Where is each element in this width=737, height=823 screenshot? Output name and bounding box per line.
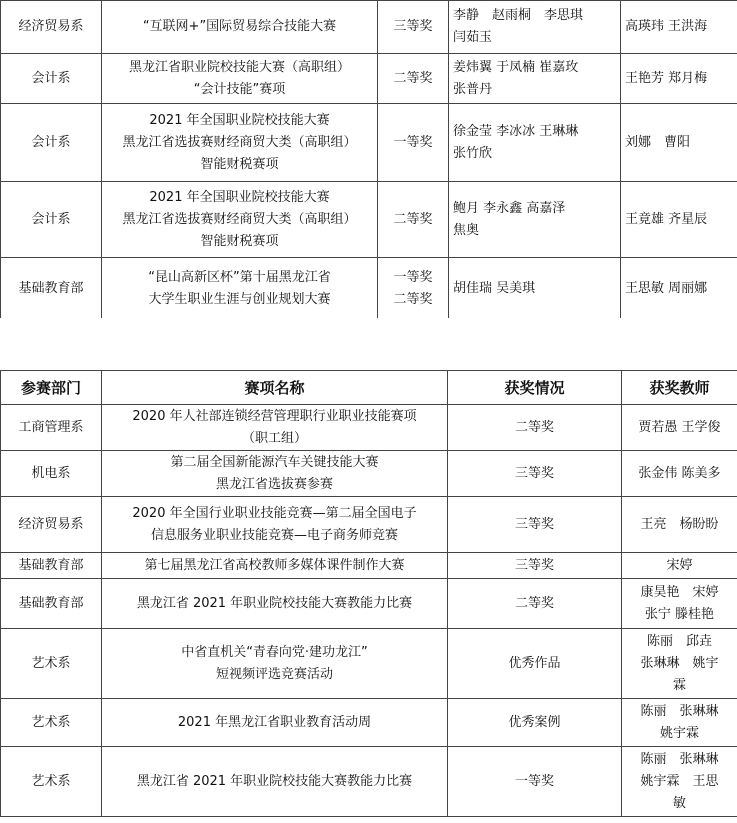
students-cell-line: 鲍月 李永鑫 高嘉泽 xyxy=(453,200,566,216)
teachers-cell-line: 王竟雄 齐星辰 xyxy=(625,211,708,227)
table-row xyxy=(1,104,737,182)
students-cell-line: 焦奥 xyxy=(453,222,480,238)
event-cell xyxy=(102,1,378,54)
header-teachers: 获奖教师 xyxy=(622,371,737,405)
event-cell-line: 黑龙江省 2021 年职业院校技能大赛教能力比赛 xyxy=(136,773,413,789)
event-cell xyxy=(102,579,448,629)
table-row xyxy=(1,747,737,817)
event-cell xyxy=(102,451,448,497)
table-row xyxy=(1,182,737,258)
event-cell-line: 2021 年黑龙江省职业教育活动周 xyxy=(177,714,372,730)
award-cell-line: 二等奖 xyxy=(393,211,433,227)
awards-table-top xyxy=(0,0,737,320)
header-award: 获奖情况 xyxy=(448,371,622,405)
event-cell-line: 大学生职业生涯与创业规划大赛 xyxy=(148,291,331,307)
teachers-cell-line: 陈丽 张琳琳 xyxy=(640,751,719,767)
teachers-cell xyxy=(621,182,737,258)
teachers-cell xyxy=(621,54,737,104)
award-cell xyxy=(378,182,449,258)
award-cell-line: 二等奖 xyxy=(393,70,433,86)
teachers-cell-line: 高瑛玮 王洪海 xyxy=(625,19,708,34)
award-cell xyxy=(378,1,449,54)
event-cell xyxy=(102,54,378,104)
teachers-cell xyxy=(622,553,737,579)
header-event: 赛项名称 xyxy=(102,371,448,405)
teachers-cell xyxy=(622,451,737,497)
event-cell-line: 信息服务业职业技能竞赛—电子商务师竞赛 xyxy=(150,527,398,543)
event-cell-line: 黑龙江省选拔赛财经商贸大类（高职组） xyxy=(122,134,357,150)
dept-cell: 经济贸易系 xyxy=(1,1,102,54)
header-dept: 参赛部门 xyxy=(1,371,102,405)
teachers-cell-line: 姚宇霖 王思 xyxy=(640,773,719,789)
event-cell-line: 第七届黑龙江省高校教师多媒体课件制作大赛 xyxy=(144,557,405,573)
award-cell xyxy=(378,104,449,182)
event-cell-line: 智能财税赛项 xyxy=(200,156,279,172)
event-cell xyxy=(102,629,448,699)
students-cell xyxy=(449,182,621,258)
page-gap xyxy=(0,318,737,370)
table-row xyxy=(1,497,737,553)
event-cell-line: 2020 年人社部连锁经营管理职行业职业技能赛项 xyxy=(132,408,417,424)
students-cell-line: 闫茹玉 xyxy=(453,30,493,45)
table-row xyxy=(1,1,737,54)
event-cell-line: 智能财税赛项 xyxy=(200,233,279,249)
award-cell-line: 一等奖 xyxy=(393,134,433,150)
event-cell-line: 黑龙江省选拔赛财经商贸大类（高职组） xyxy=(122,211,357,227)
event-cell-line: “会计技能”赛项 xyxy=(193,81,286,97)
teachers-cell xyxy=(621,104,737,182)
students-cell-line: 张竹欣 xyxy=(453,145,493,161)
students-cell-line: 李静 赵雨桐 李思琪 xyxy=(453,8,584,23)
dept-cell: 机电系 xyxy=(1,451,102,497)
teachers-cell-line: 王亮 杨盼盼 xyxy=(640,516,719,532)
award-cell-line: 一等奖 xyxy=(393,269,433,285)
event-cell xyxy=(102,747,448,817)
event-cell-line: 黑龙江省 2021 年职业院校技能大赛教能力比赛 xyxy=(136,595,413,611)
dept-cell: 基础教育部 xyxy=(1,553,102,579)
dept-cell: 会计系 xyxy=(1,54,102,104)
event-cell-line: 2021 年全国职业院校技能大赛 xyxy=(149,189,330,205)
event-cell xyxy=(102,104,378,182)
dept-cell: 经济贸易系 xyxy=(1,497,102,553)
teachers-cell-line: 宋婷 xyxy=(666,557,693,573)
award-cell: 三等奖 xyxy=(448,451,622,497)
dept-cell: 艺术系 xyxy=(1,699,102,747)
table-row xyxy=(1,629,737,699)
teachers-cell-line: 霖 xyxy=(672,677,686,693)
award-cell xyxy=(378,54,449,104)
teachers-cell-line: 康昊艳 宋婷 xyxy=(640,584,719,600)
teachers-cell xyxy=(622,699,737,747)
teachers-cell xyxy=(622,579,737,629)
event-cell xyxy=(102,258,378,320)
event-cell-line: 中省直机关“青春向党·建功龙江” xyxy=(181,644,368,660)
teachers-cell-line: 刘娜 曹阳 xyxy=(625,134,691,150)
teachers-cell-line: 王思敏 周丽娜 xyxy=(625,280,708,296)
event-cell-line: 黑龙江省选拔赛参赛 xyxy=(215,476,333,492)
students-cell-line: 姜炜翼 于凤楠 崔嘉玫 xyxy=(453,59,579,75)
event-cell-line: “互联网+”国际贸易综合技能大赛 xyxy=(142,19,337,34)
teachers-cell xyxy=(621,258,737,320)
students-cell xyxy=(449,258,621,320)
students-cell xyxy=(449,104,621,182)
event-cell xyxy=(102,497,448,553)
event-cell-line: 第二届全国新能源汽车关键技能大赛 xyxy=(170,454,379,470)
award-cell: 一等奖 xyxy=(448,747,622,817)
table-row xyxy=(1,451,737,497)
award-cell xyxy=(378,258,449,320)
dept-cell: 会计系 xyxy=(1,104,102,182)
teachers-cell-line: 张金伟 陈美多 xyxy=(638,465,721,481)
teachers-cell xyxy=(622,629,737,699)
teachers-cell xyxy=(622,405,737,451)
students-cell xyxy=(449,54,621,104)
event-cell-line: 2021 年全国职业院校技能大赛 xyxy=(149,112,330,128)
event-cell xyxy=(102,405,448,451)
students-cell-line: 徐金莹 李冰冰 王琳琳 xyxy=(453,123,579,139)
event-cell-line: 短视频评选竞赛活动 xyxy=(215,666,333,682)
table-row xyxy=(1,258,737,320)
award-cell: 优秀案例 xyxy=(448,699,622,747)
teachers-cell xyxy=(622,747,737,817)
awards-table-bottom xyxy=(0,370,737,817)
table-row xyxy=(1,405,737,451)
teachers-cell-line: 王艳芳 郑月梅 xyxy=(625,70,708,86)
event-cell-line: “昆山高新区杯”第十届黑龙江省 xyxy=(148,269,331,285)
award-cell: 二等奖 xyxy=(448,405,622,451)
award-cell: 三等奖 xyxy=(448,497,622,553)
students-cell xyxy=(449,1,621,54)
table-row xyxy=(1,54,737,104)
table-row xyxy=(1,579,737,629)
dept-cell: 基础教育部 xyxy=(1,258,102,320)
event-cell-line: 黑龙江省职业院校技能大赛（高职组） xyxy=(128,59,350,75)
dept-cell: 艺术系 xyxy=(1,629,102,699)
teachers-cell-line: 姚宇霖 xyxy=(659,725,699,741)
award-cell: 三等奖 xyxy=(448,553,622,579)
award-cell-line: 三等奖 xyxy=(393,19,433,34)
event-cell xyxy=(102,553,448,579)
event-cell xyxy=(102,182,378,258)
table-row xyxy=(1,699,737,747)
teachers-cell-line: 张宁 滕桂艳 xyxy=(644,606,715,622)
dept-cell: 艺术系 xyxy=(1,747,102,817)
event-cell-line: （职工组） xyxy=(241,430,307,446)
award-cell: 二等奖 xyxy=(448,579,622,629)
table-row xyxy=(1,553,737,579)
students-cell-line: 张普丹 xyxy=(453,81,493,97)
header-row xyxy=(1,371,737,405)
dept-cell: 工商管理系 xyxy=(1,405,102,451)
teachers-cell-line: 贾若愚 王学俊 xyxy=(638,419,721,435)
students-cell-line: 胡佳瑞 吴美琪 xyxy=(453,280,536,296)
dept-cell: 会计系 xyxy=(1,182,102,258)
event-cell-line: 2020 年全国行业职业技能竞赛—第二届全国电子 xyxy=(132,505,417,521)
event-cell xyxy=(102,699,448,747)
teachers-cell xyxy=(621,1,737,54)
teachers-cell-line: 张琳琳 姚宇 xyxy=(640,655,719,671)
award-cell-line: 二等奖 xyxy=(393,291,433,307)
teachers-cell-line: 陈丽 邱垚 xyxy=(646,633,712,649)
teachers-cell-line: 敏 xyxy=(672,795,686,811)
dept-cell: 基础教育部 xyxy=(1,579,102,629)
award-cell: 优秀作品 xyxy=(448,629,622,699)
teachers-cell-line: 陈丽 张琳琳 xyxy=(640,703,719,719)
teachers-cell xyxy=(622,497,737,553)
